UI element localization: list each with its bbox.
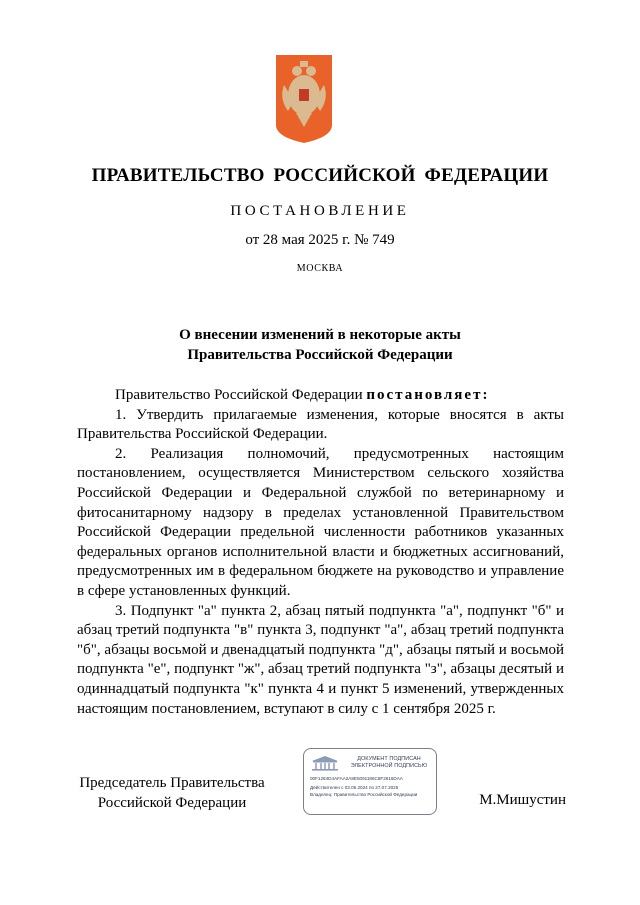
russian-coat-of-arms-icon [276, 55, 332, 143]
document-type: ПОСТАНОВЛЕНИЕ [230, 203, 410, 219]
electronic-signature-stamp [303, 748, 437, 815]
stamp-heading-line-1: ДОКУМЕНТ ПОДПИСАН [357, 756, 421, 762]
subject-line-1: О внесении изменений в некоторые акты [179, 327, 461, 343]
organization-title: ПРАВИТЕЛЬСТВО РОССИЙСКОЙ ФЕДЕРАЦИИ [91, 165, 549, 186]
paragraph-3: 3. Подпункт "а" пункта 2, абзац пятый подпункта "а", подпункт "б" и абзац третий подпункта "в" пункта 3, подпункт "а", абзац третий подпункта "б", абзацы восьмой и двенадцатый подпункта "д", абзацы пятый и восьмой подпункта "е", подпункт "ж", абзац третий подпункта "з", абзацы десятый и одиннадцатый подпункта "к" пункта 4 и пункт 5 изменений, утвержденных настоящим постановлением, вступают в силу с 1 сентября 2025 г. [77, 602, 564, 717]
intro-paragraph [77, 386, 564, 406]
decree-word: постановляет: [366, 387, 490, 403]
stamp-certificate: 00F1284D4AFAA2A8E5091186C8F2616DAA [310, 776, 403, 781]
stamp-validity: Действителен с 03.05.2024 по 27.07.2025 [310, 785, 399, 790]
document-city: МОСКВА [296, 263, 344, 274]
intro-text: Правительство Российской Федерации [115, 387, 367, 403]
signer-name: М.Мишустин [479, 792, 566, 808]
document-date-number: от 28 мая 2025 г. № 749 [245, 232, 395, 248]
subject-line-2: Правительства Российской Федерации [187, 347, 453, 363]
government-building-icon [310, 755, 340, 771]
signer-title-line-2: Российской Федерации [97, 795, 247, 811]
document-body [77, 386, 564, 719]
signer-title-line-1: Председатель Правительства [79, 775, 265, 791]
signer-title [72, 773, 272, 813]
stamp-heading [342, 756, 436, 770]
paragraph-1: 1. Утвердить прилагаемые изменения, которые вносятся в акты Правительства Российской Федерации. [77, 406, 564, 443]
paragraph-2: 2. Реализация полномочий, предусмотренных настоящим постановлением, осуществляется Министерством сельского хозяйства Российской Федерации и Федеральной службой по ветеринарному и фитосанитарному надзору в пределах установленной Правительством Российской Федерации предельной численности работников указанных федеральных органов исполнительной власти и бюджетных ассигнований, предусмотренных им в федеральном бюджете на руководство и управление в сфере установленных функций. [77, 445, 564, 599]
stamp-heading-line-2: ЭЛЕКТРОННОЙ ПОДПИСЬЮ [350, 763, 428, 769]
stamp-owner: Владелец: Правительство Российской Федерации [310, 792, 418, 797]
document-subject [0, 325, 640, 365]
